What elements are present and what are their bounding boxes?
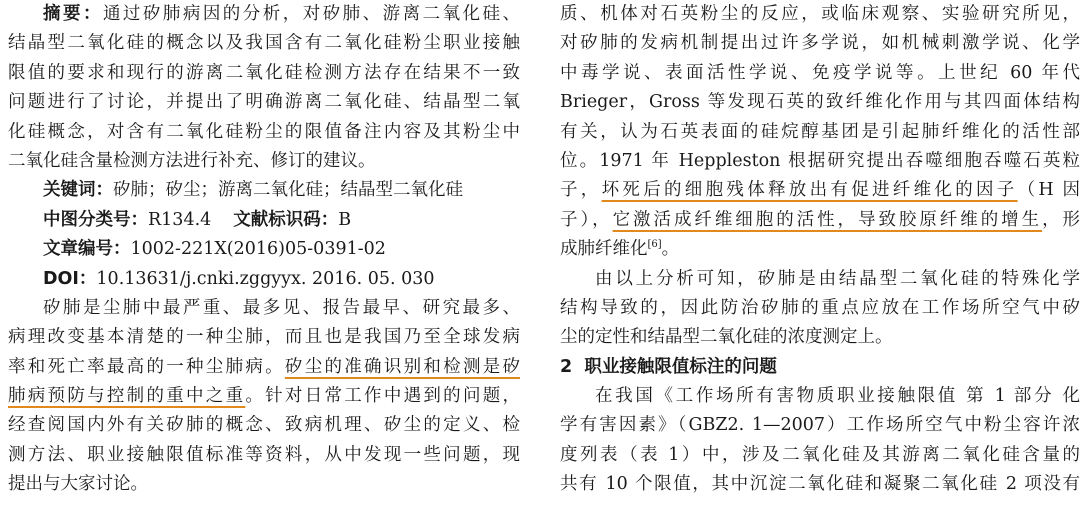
body-line: 率和死亡率最高的一种尘肺病。矽尘的准确识别和检测是矽 [8,356,520,377]
mechanism-paragraph [560,0,1080,265]
body-line: 质、机体对石英粉尘的反应，或临床观察、实验研究所见， [560,4,1080,24]
intro-paragraph [8,294,520,500]
body-line: 矽肺是尘肺中最严重、最多见、报告最早、研究最多、 [43,297,520,318]
right-column [560,0,1080,500]
body-line: 学有害因素》（GBZ2. 1—2007）工作场所空气中粉尘容许浓 [560,415,1080,436]
body-line: 提出与大家讨论。 [8,474,148,495]
abstract-line: 结晶型二氧化硅的概念以及我国含有二氧化硅粉尘职业接触 [8,33,520,54]
keywords: 关键词：矽肺；矽尘；游离二氧化硅；结晶型二氧化硅 [43,180,463,201]
section-number: 2 [560,356,573,377]
body-line: Brieger，Gross 等发现石英的致纤维化作用与其四面体结构 [560,92,1080,113]
body-line: 共有 10 个限值，其中沉淀二氧化硅和凝聚二氧化硅 2 项没有 [560,474,1080,495]
limits-paragraph [560,382,1080,500]
body-line: 尘的定性和结晶型二氧化硅的浓度测定上。 [560,327,893,348]
body-line: 度列表（表 1）中，涉及二氧化硅及其游离二氧化硅含量的 [560,444,1080,465]
body-line: 在我国《工作场所有害物质职业接触限值 第 1 部分 化 [595,386,1080,407]
article-meta [8,176,520,294]
body-line: 由以上分析可知，矽肺是由结晶型二氧化硅的特殊化学 [595,268,1080,289]
body-line: 中毒学说、表面活性学说、免疫学说等。上世纪 60 年代 [560,62,1080,83]
body-line: 肺病预防与控制的重中之重。针对日常工作中遇到的问题， [8,386,520,407]
body-line: 子），它激活成纤维细胞的活性，导致胶原纤维的增生，形 [560,209,1080,230]
body-line: 测方法、职业接触限值标准等资料，从中发现一些问题，现 [8,444,520,465]
highlight-underline: 坏死后的细胞残体释放出有促进纤维化的因子 [601,180,1018,201]
abstract [8,0,520,176]
body-line: 位。1971 年 Heppleston 根据研究提出吞噬细胞吞噬石英粒 [560,150,1080,171]
abstract-line: 二氧化硅含量检测方法进行补充、修订的建议。 [8,150,376,171]
abstract-line: 问题进行了讨论，并提出了明确游离二氧化硅、结晶型二氧 [8,92,520,113]
classification: 中图分类号：R134.4 文献标识码：B [43,209,352,230]
article-number: 文章编号：1002-221X(2016)05-0391-02 [43,239,386,260]
body-line: 经查阅国内外有关矽肺的概念、致病机理、矽尘的定义、检 [8,415,520,436]
section-title: 职业接触限值标注的问题 [584,356,777,377]
left-column [8,0,520,500]
body-line: 有关，认为石英表面的硅烷醇基团是引起肺纤维化的活性部 [560,121,1080,142]
body-line: 结构导致的，因此防治矽肺的重点应放在工作场所空气中矽 [560,297,1080,318]
conclusion-paragraph [560,265,1080,353]
abstract-line: 摘要：通过矽肺病因的分析，对矽肺、游离二氧化硅、 [43,4,520,24]
highlight-underline: 肺病预防与控制的重中之重 [8,386,246,407]
body-line: 对矽肺的发病机制提出过许多学说，如机械刺激学说、化学 [560,33,1080,54]
highlight-underline: 它激活成纤维细胞的活性，导致胶原纤维的增生 [612,209,1043,230]
body-line: 病理改变基本清楚的一种尘肺，而且也是我国乃至全球发病 [8,327,520,348]
highlight-underline: 矽尘的准确识别和检测是矽 [284,356,520,377]
doi: DOI：10.13631/j.cnki.zggyyx. 2016. 05. 030 [43,268,435,289]
body-line: 子，坏死后的细胞残体释放出有促进纤维化的因子（H 因 [560,180,1080,201]
abstract-label: 摘要： [43,4,103,24]
section-heading [560,353,1080,382]
citation: [6] [647,239,662,251]
abstract-line: 化硅概念，对含有二氧化硅粉尘的限值备注内容及其粉尘中 [8,121,520,142]
abstract-line: 限值的要求和现行的游离二氧化硅检测方法存在结果不一致 [8,62,520,83]
body-line: 成肺纤维化[6]。 [560,239,680,260]
